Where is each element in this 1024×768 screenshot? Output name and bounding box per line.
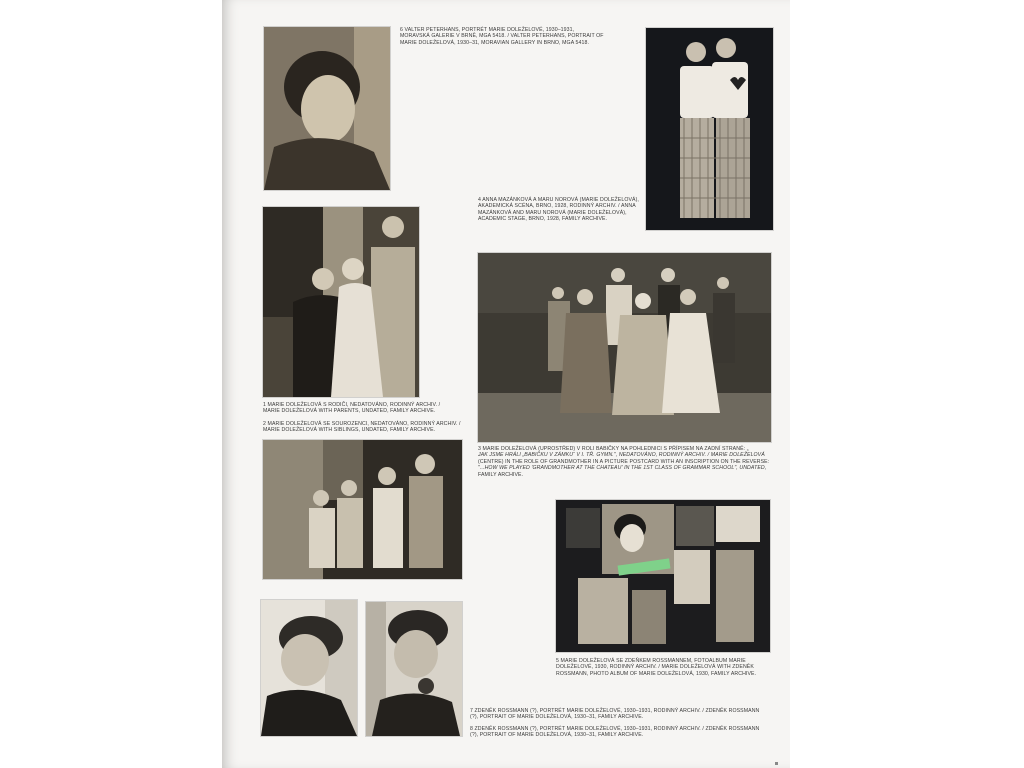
photo-8-image — [366, 602, 462, 736]
photo-5-album — [556, 500, 770, 652]
caption-4 — [478, 197, 644, 223]
photo-1-parents — [263, 207, 419, 397]
caption-7 — [470, 708, 770, 721]
caption-8-line: (?), PORTRAIT OF MARIE DOLEŽELOVÁ, 1930–31, FAMILY ARCHIVE. — [470, 732, 644, 739]
caption-2-line: MARIE DOLEŽELOVÁ WITH SIBLINGS, UNDATED, FAMILY ARCHIVE. — [263, 427, 436, 434]
caption-5-line: ROSSMANN, PHOTO ALBUM OF MARIE DOLEŽELOVÁ, 1930, FAMILY ARCHIVE. — [556, 670, 757, 677]
caption-3-line: (CENTRE) IN THE ROLE OF GRANDMOTHER IN A PICTURE POSTCARD WITH AN INSCRIPTION ON THE REVERSE: — [478, 458, 770, 465]
caption-7-line: 7 ZDENĚK ROSSMANN (?), PORTRÉT MARIE DOLEŽELOVÉ, 1930–1931, RODINNÝ ARCHIV. / ZDENĚK ROSSMANN — [470, 708, 760, 714]
caption-5-line: DOLEŽELOVÉ, 1930, RODINNÝ ARCHIV. / MARIE DOLEŽELOVÁ WITH ZDENĚK — [556, 664, 754, 671]
photo-6-portrait — [264, 27, 390, 190]
caption-3 — [478, 446, 771, 478]
caption-4-line: MAZÁNKOVÁ AND MARU NOROVÁ (MARIE DOLEŽELOVÁ), — [478, 209, 627, 216]
caption-6-line: MARIE DOLEŽELOVÁ, 1930–31, MORAVIAN GALLERY IN BRNO, MGA 5418. — [400, 39, 589, 46]
caption-5-line: 5 MARIE DOLEŽELOVÁ SE ZDEŇKEM ROSSMANNEM, FOTOALBUM MARIE — [556, 658, 746, 664]
caption-6-line: 6 VALTER PETERHANS, PORTRÉT MARIE DOLEŽELOVÉ, 1930–1931, — [400, 27, 575, 33]
caption-5 — [556, 658, 770, 677]
photo-7-image — [261, 600, 357, 736]
photo-1-image — [263, 207, 419, 397]
photo-3-image — [478, 253, 771, 442]
caption-6-line: MORAVSKÁ GALERIE V BRNĚ, MGA 5418. / VALTER PETERHANS, PORTRAIT OF — [400, 33, 604, 40]
caption-3-line: 3 MARIE DOLEŽELOVÁ (UPROSTŘED) V ROLI BABIČKY NA POHLEDNICI S PŘÍPISEM NA ZADNÍ STRANĚ: „ — [478, 446, 749, 452]
photo-4-image — [646, 28, 773, 230]
caption-3-line: "...HOW WE PLAYED 'GRANDMOTHER AT THE CHATEAU' IN THE 1ST CLASS OF GRAMMAR SCHOOL", UNDATED, — [478, 465, 767, 472]
caption-3-line: JAK JSME HRÁLI „BABIČKU V ZÁMKU“ V I. TŘ. GYMN.", NEDATOVÁNO, RODINNÝ ARCHIV. / MARIE DOLEŽELOVÁ — [478, 452, 765, 459]
caption-2 — [263, 421, 463, 434]
photo-4-stage — [646, 28, 773, 230]
photo-3-group — [478, 253, 771, 442]
photo-2-image — [263, 440, 462, 579]
page-dot — [775, 762, 778, 765]
photo-8-portrait — [366, 602, 462, 736]
caption-2-line: 2 MARIE DOLEŽELOVÁ SE SOUROZENCI, NEDATOVÁNO, RODINNÝ ARCHIV. / — [263, 421, 461, 427]
caption-1 — [263, 402, 463, 415]
caption-4-line: ACADEMIC STAGE, BRNO, 1928, FAMILY ARCHIVE. — [478, 216, 608, 223]
photo-2-siblings — [263, 440, 462, 579]
photo-7-portrait — [261, 600, 357, 736]
caption-8 — [470, 726, 770, 739]
caption-6 — [400, 27, 630, 46]
photo-5-image — [556, 500, 770, 652]
caption-1-line: MARIE DOLEŽELOVÁ WITH PARENTS, UNDATED, FAMILY ARCHIVE. — [263, 408, 436, 415]
caption-8-line: 8 ZDENĚK ROSSMANN (?), PORTRÉT MARIE DOLEŽELOVÉ, 1930–1931, RODINNÝ ARCHIV. / ZDENĚK ROSSMANN — [470, 726, 760, 732]
caption-4-line: 4 ANNA MAZÁNKOVÁ A MARU NOROVÁ (MARIE DOLEŽELOVÁ), — [478, 197, 639, 203]
caption-4-line: AKADEMICKÁ SCÉNA, BRNO, 1928, RODINNÝ ARCHIV. / ANNA — [478, 203, 636, 210]
photo-6-image — [264, 27, 390, 190]
caption-1-line: 1 MARIE DOLEŽELOVÁ S RODIČI, NEDATOVÁNO, RODINNÝ ARCHIV. / — [263, 402, 441, 408]
caption-7-line: (?), PORTRAIT OF MARIE DOLEŽELOVÁ, 1930–31, FAMILY ARCHIVE. — [470, 714, 644, 721]
caption-3-line: FAMILY ARCHIVE. — [478, 471, 524, 478]
